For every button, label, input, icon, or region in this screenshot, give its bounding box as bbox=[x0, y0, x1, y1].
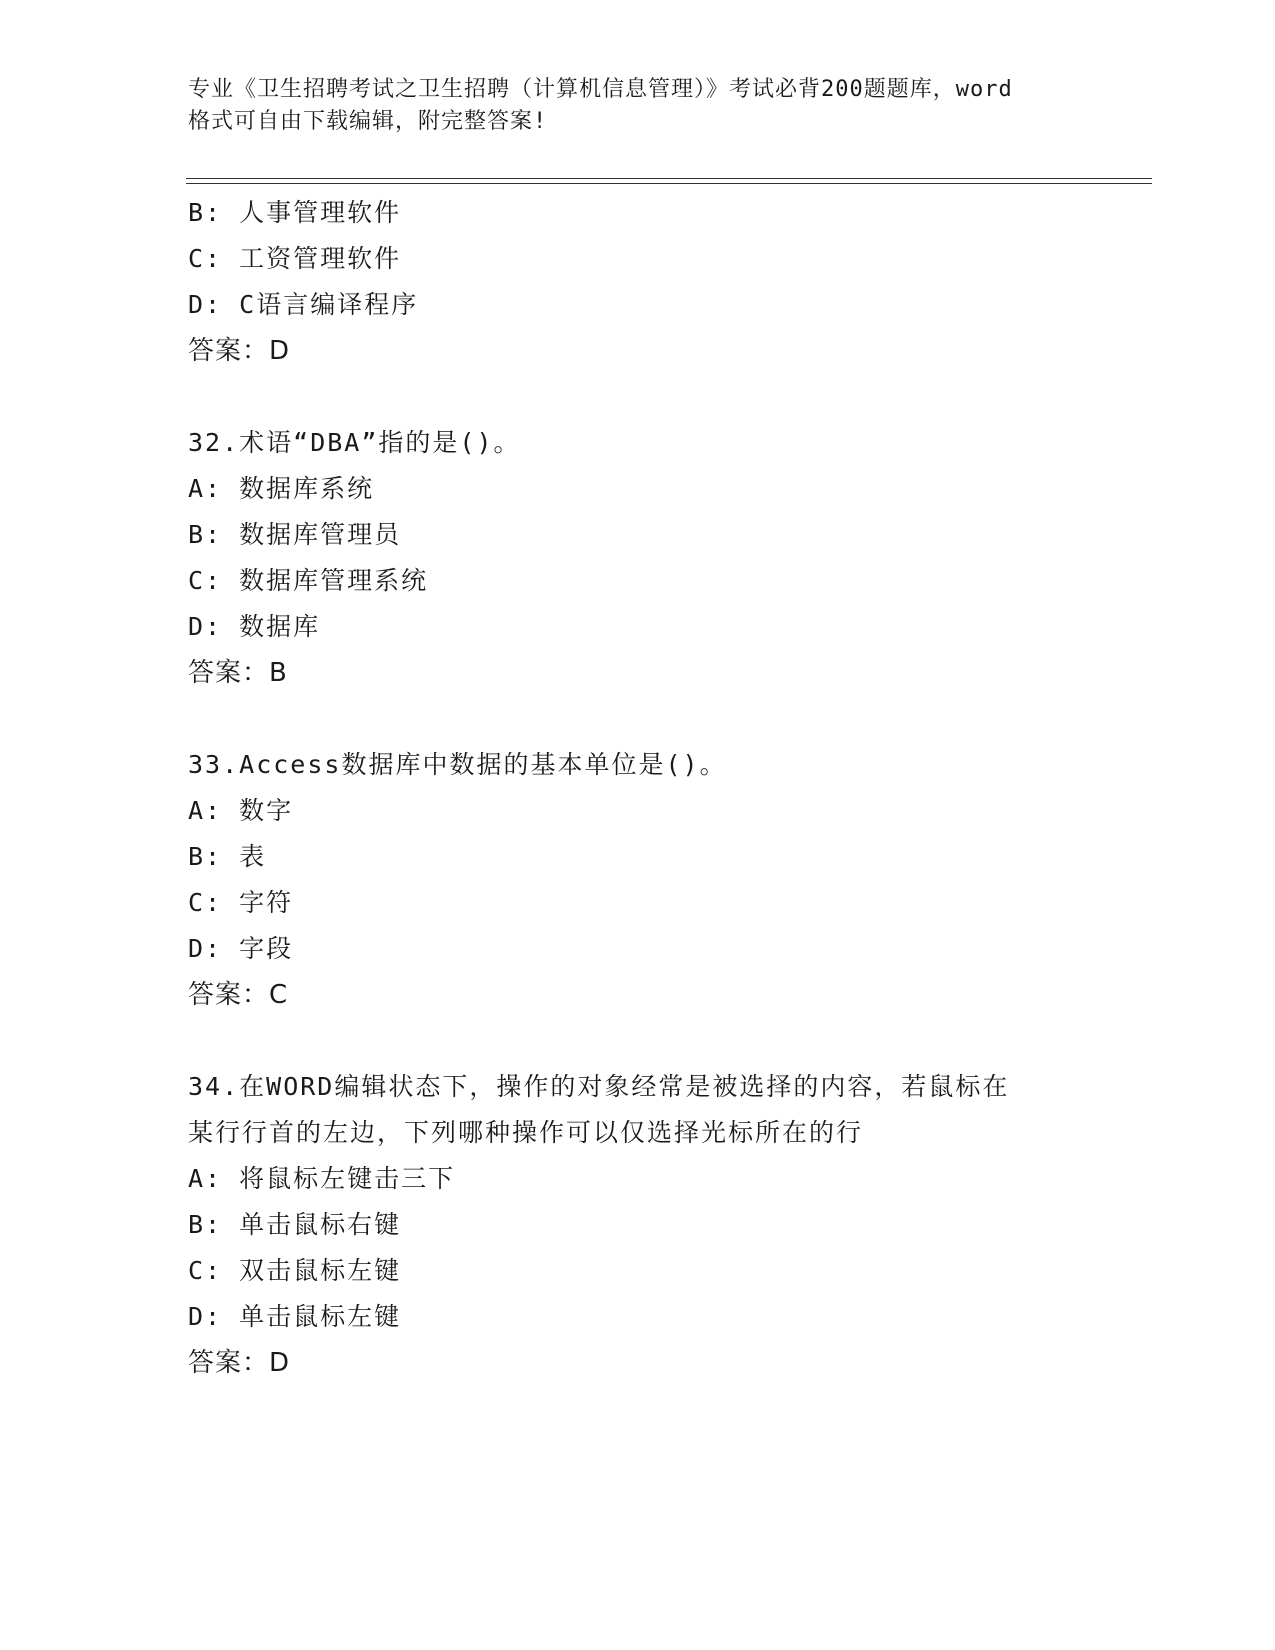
header-line-2: 格式可自由下载编辑，附完整答案! bbox=[188, 109, 548, 134]
answer-line: 答案：D bbox=[188, 1348, 291, 1378]
option-c: C: 数据库管理系统 bbox=[188, 566, 429, 595]
question-33 bbox=[188, 742, 1088, 1018]
question-32 bbox=[188, 420, 1088, 696]
header-divider-bottom bbox=[186, 183, 1152, 184]
answer-line: 答案：B bbox=[188, 658, 288, 688]
document-header bbox=[188, 74, 1088, 138]
header-divider-top bbox=[186, 178, 1152, 179]
question-gap bbox=[188, 696, 1088, 742]
option-c: C: 工资管理软件 bbox=[188, 244, 402, 273]
option-b: B: 表 bbox=[188, 842, 267, 871]
question-stem-line-2: 某行行首的左边，下列哪种操作可以仅选择光标所在的行 bbox=[188, 1118, 864, 1147]
answer-line: 答案：D bbox=[188, 336, 291, 366]
answer-line: 答案：C bbox=[188, 980, 289, 1010]
option-a: A: 数字 bbox=[188, 796, 294, 825]
question-stem: 33.Access数据库中数据的基本单位是()。 bbox=[188, 750, 727, 779]
option-b: B: 人事管理软件 bbox=[188, 198, 402, 227]
option-d: D: 单击鼠标左键 bbox=[188, 1302, 402, 1331]
question-gap bbox=[188, 374, 1088, 420]
option-d: D: 数据库 bbox=[188, 612, 321, 641]
option-b: B: 数据库管理员 bbox=[188, 520, 402, 549]
option-b: B: 单击鼠标右键 bbox=[188, 1210, 402, 1239]
question-stem: 32.术语“DBA”指的是()。 bbox=[188, 428, 521, 457]
question-gap bbox=[188, 1018, 1088, 1064]
question-stem-line-1: 34.在WORD编辑状态下，操作的对象经常是被选择的内容，若鼠标在 bbox=[188, 1072, 1010, 1101]
question-34 bbox=[188, 1064, 1088, 1386]
option-d: D: 字段 bbox=[188, 934, 294, 963]
option-a: A: 数据库系统 bbox=[188, 474, 375, 503]
question-31-continued bbox=[188, 190, 1088, 374]
question-list bbox=[188, 190, 1088, 1386]
header-line-1: 专业《卫生招聘考试之卫生招聘（计算机信息管理）》考试必背200题题库，word bbox=[188, 77, 1013, 102]
option-c: C: 字符 bbox=[188, 888, 294, 917]
option-d: D: C语言编译程序 bbox=[188, 290, 419, 319]
option-a: A: 将鼠标左键击三下 bbox=[188, 1164, 456, 1193]
option-c: C: 双击鼠标左键 bbox=[188, 1256, 402, 1285]
